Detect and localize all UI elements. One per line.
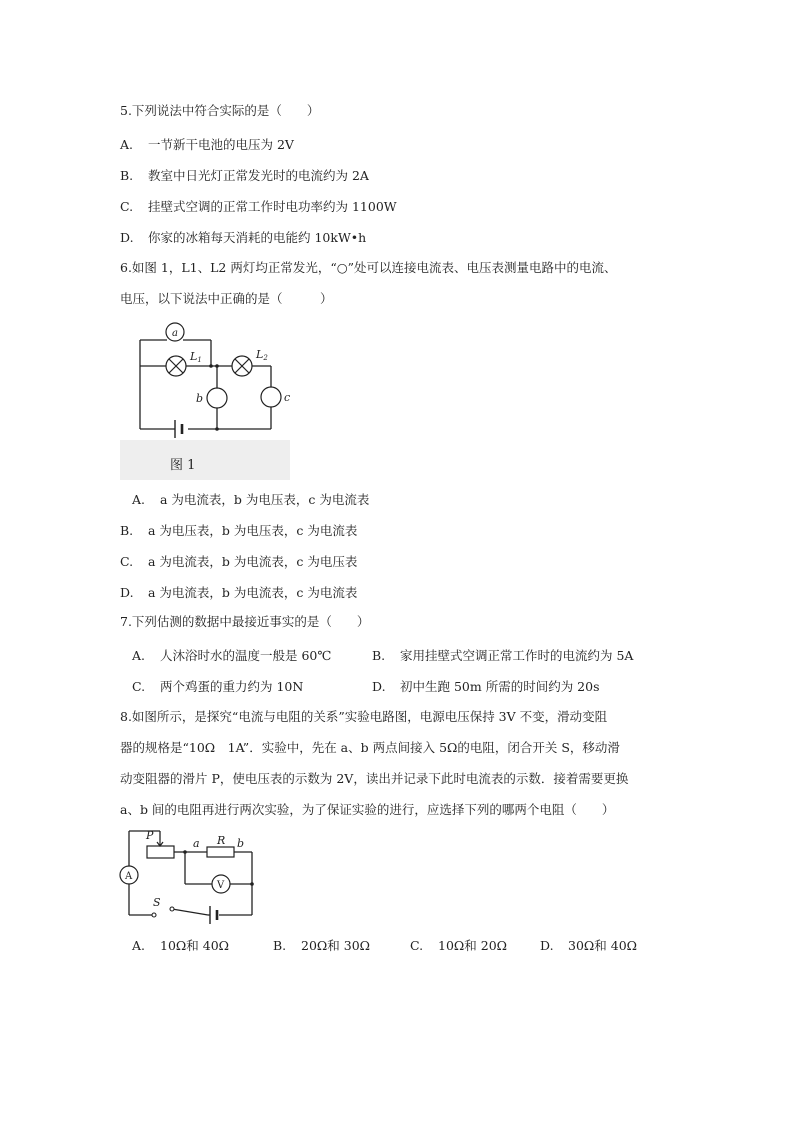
q7-option-c: C. 两个鸡蛋的重力约为 10N	[132, 679, 304, 694]
label-a: a	[193, 837, 200, 850]
switch-s	[152, 913, 156, 917]
q8-stem-line3: 动变阻器的滑片 P，使电压表的示数为 2V，读出并记录下此时电流表的示数．接着需要更换	[120, 771, 629, 786]
label-p: P	[146, 829, 154, 842]
label-r: R	[217, 834, 226, 847]
q5-stem: 5.下列说法中符合实际的是（ ）	[120, 103, 320, 118]
q6-circuit-diagram	[120, 310, 295, 482]
q5-option-d: D. 你家的冰箱每天消耗的电能约 10kW•h	[120, 230, 367, 245]
label-l2: L2	[256, 348, 268, 362]
q6-option-a: A. a 为电流表，b 为电压表，c 为电流表	[132, 492, 370, 507]
q6-option-b: B. a 为电压表，b 为电压表，c 为电流表	[120, 523, 358, 538]
rheostat	[147, 846, 174, 858]
q6-option-c: C. a 为电流表，b 为电流表，c 为电压表	[120, 554, 358, 569]
lamp-l2-icon	[232, 356, 252, 376]
q8-option-b: B. 20Ω和 30Ω	[273, 938, 371, 953]
meter-c	[261, 387, 281, 407]
q8-stem-line4: a、b 间的电阻再进行两次实验，为了保证实验的进行，应选择下列的哪两个电阻（ ）	[120, 802, 615, 817]
figure-caption: 图 1	[170, 458, 196, 473]
svg-text:V: V	[217, 880, 225, 891]
q8-option-d: D. 30Ω和 40Ω	[540, 938, 638, 953]
q8-option-a: A. 10Ω和 40Ω	[132, 938, 230, 953]
q8-stem-line1: 8.如图所示，是探究“电流与电阻的关系”实验电路图，电源电压保持 3V 不变，滑动变阻	[120, 709, 608, 724]
q8-option-c: C. 10Ω和 20Ω	[410, 938, 508, 953]
lamp-l1-icon	[166, 356, 186, 376]
meter-b	[207, 388, 227, 408]
q5-option-b: B. 教室中日光灯正常发光时的电流约为 2A	[120, 168, 369, 183]
label-b: b	[237, 837, 245, 850]
label-s: S	[153, 896, 161, 909]
meter-a	[166, 323, 184, 341]
q7-option-d: D. 初中生跑 50m 所需的时间约为 20s	[372, 679, 600, 694]
svg-text:A: A	[125, 871, 133, 882]
q7-option-a: A. 人沐浴时水的温度一般是 60℃	[132, 648, 332, 663]
q6-stem-line1: 6.如图 1，L1、L2 两灯均正常发光，“○”处可以连接电流表、电压表测量电路中的电流、	[120, 260, 617, 275]
q8-stem-line2: 器的规格是“10Ω 1A”．实验中，先在 a、b 两点间接入 5Ω的电阻，闭合开关 S，移动滑	[120, 740, 620, 755]
label-c: c	[284, 391, 291, 404]
q6-stem-line2: 电压，以下说法中正确的是（ ）	[120, 291, 333, 306]
resistor-r	[207, 847, 234, 857]
svg-text:a: a	[172, 328, 178, 339]
q5-option-a: A. 一节新干电池的电压为 2V	[120, 137, 294, 152]
figure-caption-background	[120, 440, 290, 480]
label-l1: L1	[190, 350, 202, 364]
q7-option-b: B. 家用挂壁式空调正常工作时的电流约为 5A	[372, 648, 634, 663]
label-b: b	[196, 392, 204, 405]
q7-stem: 7.下列估测的数据中最接近事实的是（ ）	[120, 614, 370, 629]
q5-option-c: C. 挂壁式空调的正常工作时电功率约为 1100W	[120, 199, 397, 214]
q6-option-d: D. a 为电流表，b 为电流表，c 为电流表	[120, 585, 358, 600]
q8-circuit-diagram	[118, 826, 263, 926]
